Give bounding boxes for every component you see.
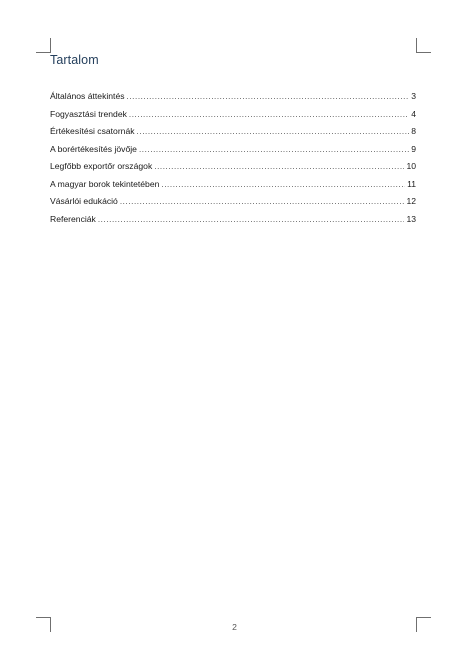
page-number: 2 — [232, 622, 237, 632]
toc-entry[interactable] — [50, 160, 416, 178]
toc-dot-leader — [127, 91, 410, 103]
toc-entry[interactable] — [50, 195, 416, 213]
toc-entry[interactable] — [50, 108, 416, 126]
toc-entry-label: Fogyasztási trendek — [50, 108, 127, 119]
toc-dot-leader — [120, 196, 405, 208]
toc-entry-page: 10 — [406, 161, 416, 171]
toc-entry-page: 3 — [411, 91, 416, 101]
toc-entry-label: Vásárlói edukáció — [50, 196, 118, 206]
toc-entry-page: 11 — [407, 178, 416, 189]
toc-entry[interactable] — [50, 125, 416, 143]
crop-mark-top-right — [416, 38, 431, 53]
toc-entry-page: 9 — [411, 143, 416, 154]
toc-entry-page: 8 — [411, 126, 416, 136]
toc-dot-leader — [139, 144, 409, 156]
toc-dot-leader — [129, 109, 409, 121]
toc-entry[interactable] — [50, 178, 416, 196]
toc-dot-leader — [154, 161, 404, 173]
toc-entry[interactable] — [50, 143, 416, 161]
toc-entry[interactable] — [50, 90, 416, 108]
toc-entry[interactable] — [50, 213, 416, 231]
toc-entry-label: A magyar borok tekintetében — [50, 178, 160, 189]
toc-entry-label: Referenciák — [50, 213, 96, 224]
toc-entry-label: Legfőbb exportőr országok — [50, 161, 153, 171]
table-of-contents — [50, 90, 416, 230]
toc-entry-page: 4 — [411, 108, 416, 119]
crop-mark-top-left — [36, 38, 51, 53]
toc-dot-leader — [137, 126, 410, 138]
toc-entry-label: Értékesítési csatornák — [50, 126, 135, 136]
toc-entry-page: 13 — [406, 213, 416, 224]
toc-title: Tartalom — [50, 53, 99, 67]
toc-dot-leader — [161, 179, 405, 191]
toc-entry-page: 12 — [406, 196, 416, 206]
toc-dot-leader — [98, 214, 405, 226]
toc-entry-label: Általános áttekintés — [50, 91, 125, 101]
toc-entry-label: A borértékesítés jövője — [50, 143, 137, 154]
